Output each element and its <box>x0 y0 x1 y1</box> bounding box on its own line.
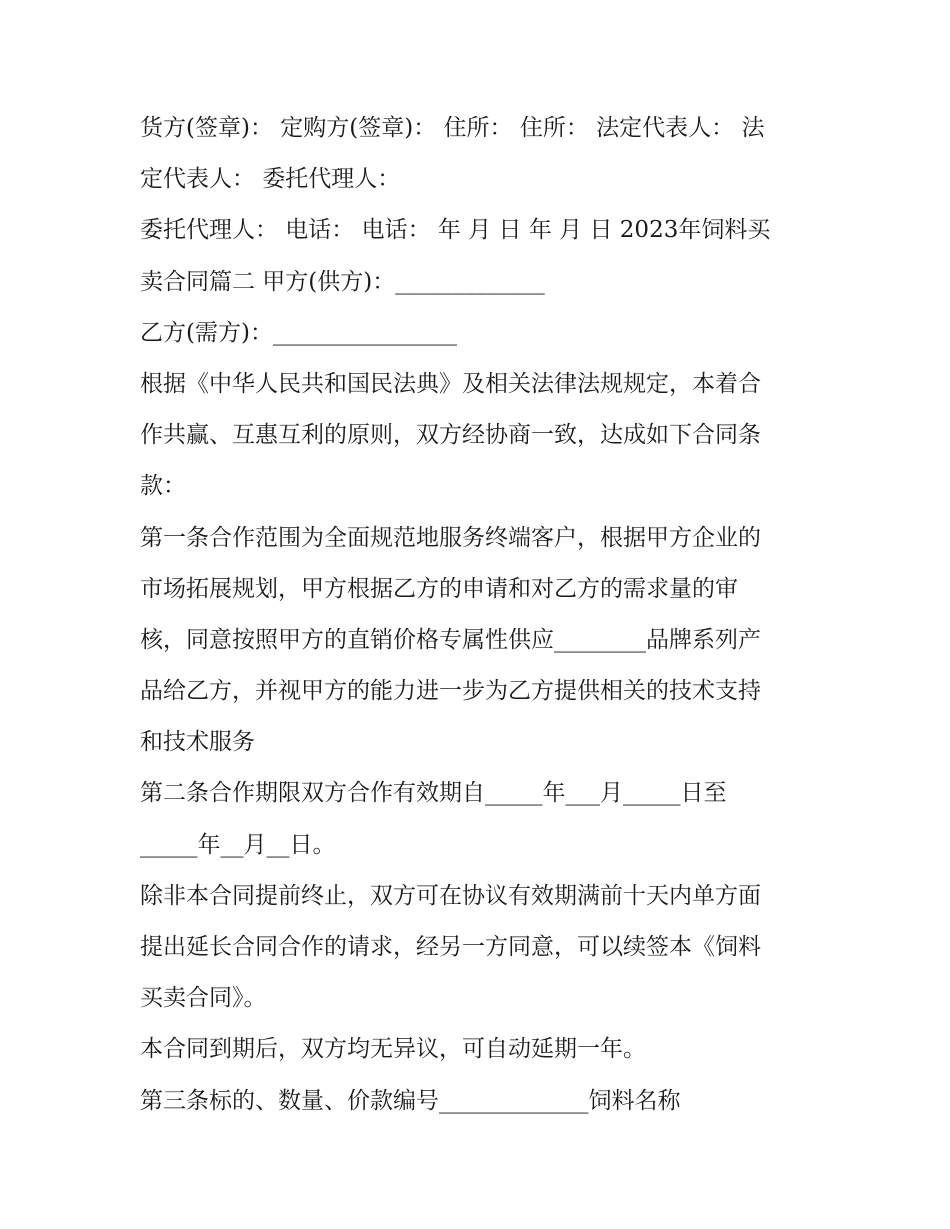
text-line: 卖合同篇二 甲方(供方)：_____________ <box>140 268 545 295</box>
text-line: 根据《中华人民共和国民法典》及相关法律法规规定，本着合 <box>140 370 761 397</box>
text-line: 款： <box>140 473 186 500</box>
text-line: 买卖合同》。 <box>140 985 267 1012</box>
text-line: 定代表人： 委托代理人： <box>140 166 401 193</box>
text-line: 提出延长合同合作的请求，经另一方同意，可以续签本《饲料 <box>140 934 761 960</box>
text-line: 乙方(需方)：________________ <box>140 319 457 346</box>
text-line: 货方(签章)： 定购方(签章)： 住所： 住所： 法定代表人： 法 <box>140 115 765 141</box>
text-line: 第一条合作范围为全面规范地服务终端客户，根据甲方企业的 <box>140 524 761 551</box>
text-line: 除非本合同提前终止，双方可在协议有效期满前十天内单方面 <box>140 882 761 909</box>
text-line: 市场拓展规划，甲方根据乙方的申请和对乙方的需求量的审 <box>140 575 738 602</box>
text-line: 核，同意按照甲方的直销价格专属性供应________品牌系列产 <box>140 626 761 653</box>
text-line: 委托代理人： 电话： 电话： 年 月 日 年 月 日 2023年饲料买 <box>140 217 771 244</box>
text-line: 第二条合作期限双方合作有效期自_____年___月_____日至 <box>140 780 727 807</box>
text-line: 本合同到期后，双方均无异议，可自动延期一年。 <box>140 1036 646 1063</box>
text-line: 和技术服务 <box>140 729 255 756</box>
text-line: 第三条标的、数量、价款编号_____________饲料名称 <box>140 1087 681 1114</box>
text-line: _____年__月__日。 <box>140 831 336 858</box>
document-body <box>140 103 820 1127</box>
text-line: 作共赢、互惠互利的原则，双方经协商一致，达成如下合同条 <box>140 422 761 449</box>
text-line: 品给乙方，并视甲方的能力进一步为乙方提供相关的技术支持 <box>140 678 761 705</box>
